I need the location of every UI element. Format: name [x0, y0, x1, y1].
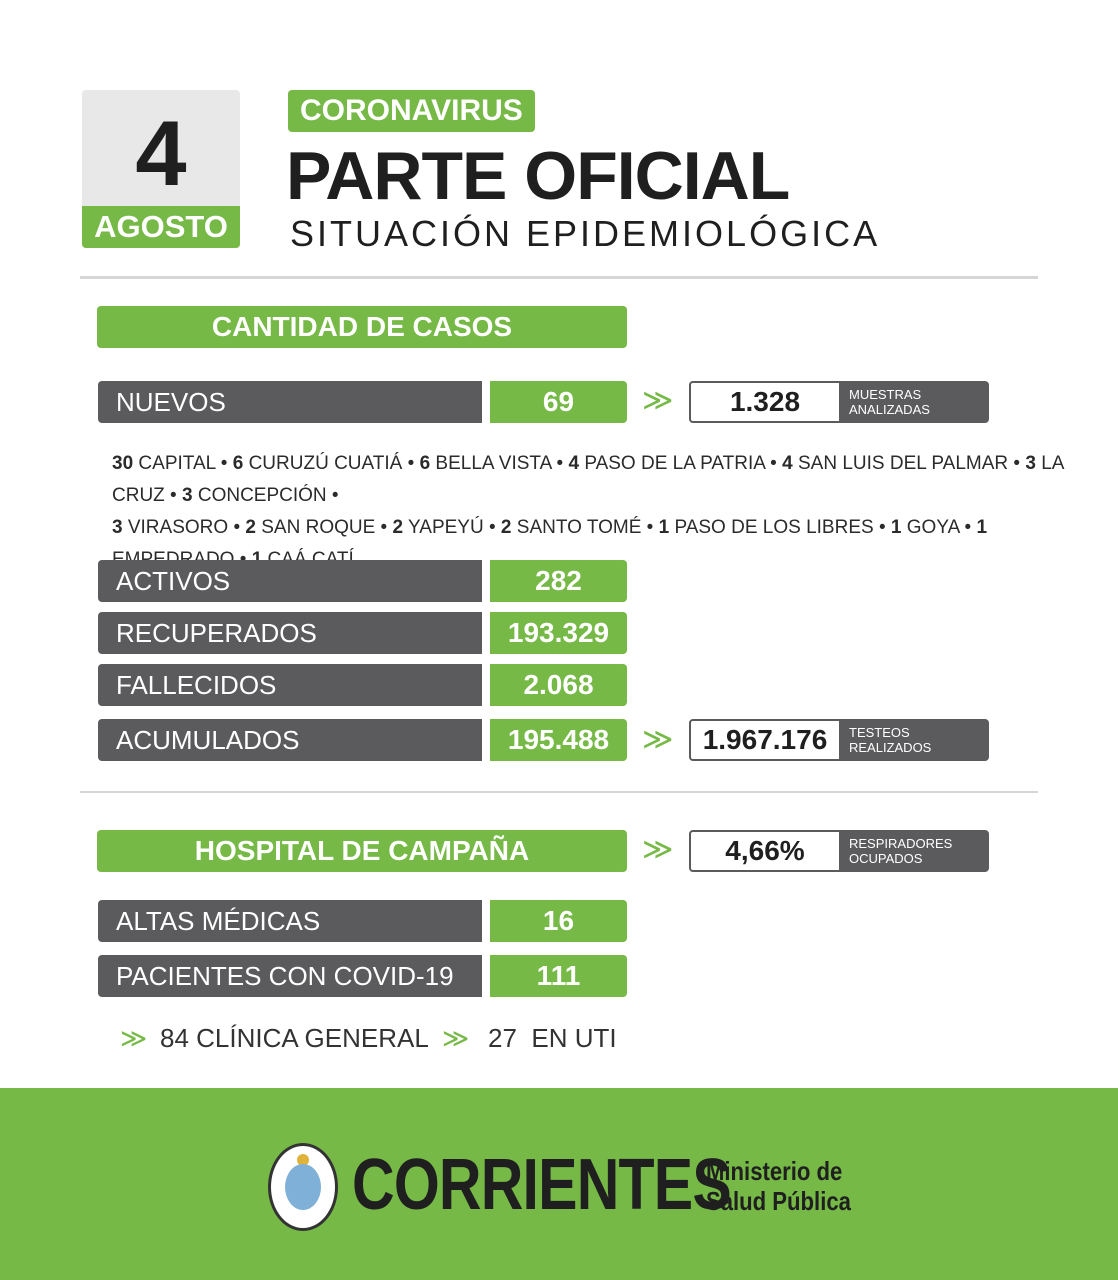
- bullet-separator: •: [873, 517, 891, 538]
- respiradores-caption: [849, 836, 952, 866]
- locality-count: 3: [182, 485, 193, 506]
- en-uti: 27 EN UTI: [488, 1023, 617, 1053]
- locality-place: CONCEPCIÓN: [197, 485, 327, 506]
- locality-count: 4: [782, 453, 793, 474]
- double-chevron-right-icon: ≫: [642, 833, 674, 866]
- locality-item: [112, 453, 216, 474]
- locality-place: SAN ROQUE: [261, 517, 376, 538]
- bullet-separator: •: [375, 517, 393, 538]
- case-row-label: ACUMULADOS: [98, 719, 482, 761]
- clinica-general: 84 CLÍNICA GENERAL: [160, 1023, 429, 1053]
- case-row-value: 195.488: [490, 719, 627, 761]
- testeos-caption: [849, 725, 931, 755]
- date-day: 4: [135, 103, 187, 205]
- case-row-value: 282: [490, 560, 627, 602]
- muestras-caption-line1: MUESTRAS: [849, 387, 922, 402]
- date-month: AGOSTO: [82, 206, 240, 248]
- locality-count: 30: [112, 453, 134, 474]
- double-chevron-right-icon: ≫: [642, 384, 674, 417]
- locality-count: 4: [568, 453, 580, 474]
- hospital-row-value: 16: [490, 900, 627, 942]
- muestras-value: 1.328: [691, 383, 839, 421]
- brand-name: CORRIENTES: [352, 1145, 731, 1225]
- bullet-separator: •: [228, 517, 246, 538]
- muestras-box: [689, 381, 989, 423]
- cases-by-locality: [112, 448, 1092, 576]
- case-row-label: FALLECIDOS: [98, 664, 482, 706]
- bullet-separator: •: [764, 453, 783, 474]
- hospital-row-label: ALTAS MÉDICAS: [98, 900, 482, 942]
- bullet-separator: •: [959, 517, 977, 538]
- double-chevron-right-icon: ≫: [120, 1023, 148, 1053]
- case-row-label: RECUPERADOS: [98, 612, 482, 654]
- locality-count: 1: [890, 517, 902, 538]
- bullet-separator: •: [215, 453, 233, 474]
- locality-line-1: [112, 448, 1092, 512]
- hospital-section-title: HOSPITAL DE CAMPAÑA: [97, 830, 627, 872]
- double-chevron-right-icon: ≫: [442, 1023, 470, 1053]
- case-row-value: 2.068: [490, 664, 627, 706]
- locality-item: [245, 517, 375, 538]
- locality-count: 1: [976, 517, 988, 538]
- bullet-separator: •: [641, 517, 659, 538]
- locality-place: PASO DE LA PATRIA: [584, 453, 765, 474]
- provincial-seal-icon: [268, 1143, 338, 1231]
- locality-place: CURUZÚ CUATIÁ: [248, 453, 403, 474]
- locality-item: [182, 485, 327, 506]
- case-row-value: 193.329: [490, 612, 627, 654]
- bullet-separator: •: [402, 453, 420, 474]
- cases-section-title: CANTIDAD DE CASOS: [97, 306, 627, 348]
- respiradores-caption-line2: OCUPADOS: [849, 851, 923, 866]
- testeos-caption-line1: TESTEOS: [849, 725, 910, 740]
- muestras-caption: [849, 387, 930, 417]
- respiradores-box: [689, 830, 989, 872]
- testeos-caption-line2: REALIZADOS: [849, 740, 932, 755]
- case-row-label: ACTIVOS: [98, 560, 482, 602]
- locality-item: [233, 453, 403, 474]
- hospital-row-value: 111: [490, 955, 627, 997]
- bullet-separator: •: [1008, 453, 1026, 474]
- nuevos-label: NUEVOS: [98, 381, 482, 423]
- testeos-box: [689, 719, 989, 761]
- double-chevron-right-icon: ≫: [642, 723, 674, 756]
- locality-place: SANTO TOMÉ: [516, 517, 642, 538]
- hospital-row-label: PACIENTES CON COVID-19: [98, 955, 482, 997]
- bullet-separator: •: [483, 517, 501, 538]
- locality-place: VIRASORO: [127, 517, 229, 538]
- locality-place: LA CRUZ: [112, 453, 1064, 506]
- respiradores-caption-line1: RESPIRADORES: [849, 836, 953, 851]
- page-title: PARTE OFICIAL: [286, 138, 790, 214]
- locality-item: [659, 517, 874, 538]
- locality-item: [501, 517, 641, 538]
- locality-count: 2: [500, 517, 512, 538]
- locality-count: 2: [245, 517, 256, 538]
- divider-top: [80, 276, 1038, 279]
- bullet-separator: •: [326, 485, 339, 506]
- muestras-caption-line2: ANALIZADAS: [849, 402, 930, 417]
- nuevos-value: 69: [490, 381, 627, 423]
- ministry-line2: Salud Pública: [706, 1186, 851, 1216]
- locality-place: BELLA VISTA: [435, 453, 552, 474]
- bullet-separator: •: [164, 485, 182, 506]
- locality-item: [891, 517, 959, 538]
- locality-place: YAPEYÚ: [408, 517, 484, 538]
- coronavirus-tag: CORONAVIRUS: [288, 90, 535, 132]
- locality-count: 6: [419, 453, 431, 474]
- locality-item: [782, 453, 1008, 474]
- date-box: [82, 90, 240, 248]
- locality-item: [393, 517, 484, 538]
- seal-shield: [285, 1164, 321, 1210]
- locality-place: PASO DE LOS LIBRES: [674, 517, 874, 538]
- page-subtitle: SITUACIÓN EPIDEMIOLÓGICA: [290, 213, 881, 254]
- respiradores-value: 4,66%: [691, 832, 839, 870]
- ministry-name: [706, 1156, 851, 1216]
- locality-count: 6: [232, 453, 244, 474]
- locality-count: 3: [112, 517, 123, 538]
- bullet-separator: •: [551, 453, 569, 474]
- locality-count: 2: [392, 517, 404, 538]
- ministry-line1: Ministerio de: [706, 1156, 843, 1186]
- locality-count: 3: [1025, 453, 1036, 474]
- locality-item: [568, 453, 764, 474]
- locality-place: GOYA: [906, 517, 960, 538]
- divider-middle: [80, 791, 1038, 793]
- locality-place: SAN LUIS DEL PALMAR: [797, 453, 1009, 474]
- locality-item: [420, 453, 552, 474]
- locality-count: 1: [658, 517, 670, 538]
- testeos-value: 1.967.176: [691, 721, 839, 759]
- locality-place: CAPITAL: [138, 453, 216, 474]
- locality-item: [112, 517, 228, 538]
